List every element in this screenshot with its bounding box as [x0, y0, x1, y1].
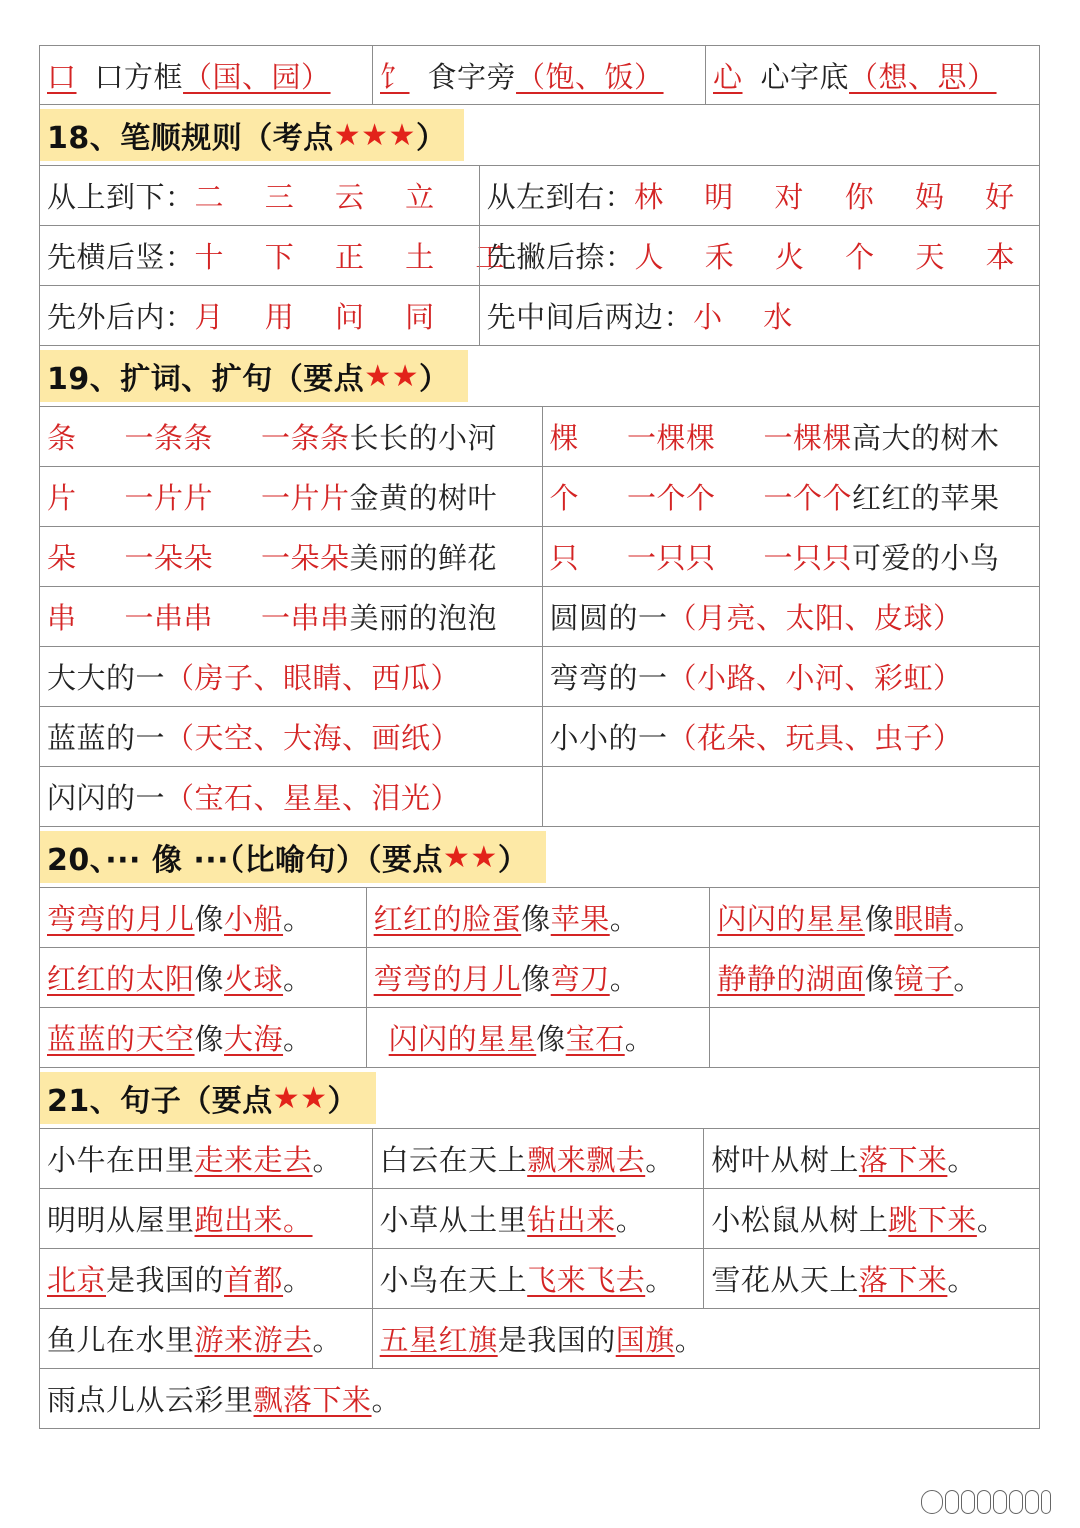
stroke-rule: [479, 286, 1039, 345]
sentence-subject: 雪花从天上: [711, 1263, 859, 1297]
reduplicated-word: 一条条: [124, 421, 214, 455]
stroke-rule: [479, 226, 1039, 285]
simile-row: [39, 1008, 1040, 1068]
sentence-item: [372, 1309, 1039, 1368]
phrase-item: [542, 587, 1040, 646]
heading-close: ）: [419, 362, 450, 397]
phrase-rest: 红红的苹果: [852, 481, 1000, 515]
simile-subject: 弯弯的月儿: [373, 962, 522, 996]
phrase-head: 一个个: [763, 481, 853, 515]
sentence-verb: 走来走去: [194, 1143, 313, 1177]
phrase-rest: 金黄的树叶: [349, 481, 498, 515]
stroke-rule: [40, 166, 479, 225]
sentence-subject: 小牛在田里: [47, 1143, 195, 1177]
expansion-item: [40, 467, 542, 526]
sentence-item: [40, 1189, 372, 1248]
simile-end: 。: [609, 962, 640, 996]
simile-object: 苹果: [550, 902, 610, 936]
phrase-prefix: 小小的一: [549, 721, 668, 755]
phrase-head: 一串串: [261, 601, 350, 635]
sentence-end: 。: [312, 1143, 343, 1177]
simile-like: 像: [864, 902, 895, 936]
rule-label: 从上到下：: [47, 180, 195, 214]
phrase-row: [39, 707, 1040, 767]
sentence-item: [703, 1129, 1039, 1188]
radical-cell: [372, 46, 705, 104]
sentence-row: [39, 1309, 1040, 1369]
rule-chars: 十 下 正 土 工: [194, 240, 521, 274]
simile-subject: 闪闪的星星: [388, 1022, 537, 1056]
simile-subject: 弯弯的月儿: [47, 902, 195, 936]
sentence-subject: 小松鼠从树上: [711, 1203, 889, 1237]
section-21-heading: 21、句子（要点: [47, 1084, 273, 1119]
heading-close: ）: [497, 843, 529, 878]
phrase-item: [40, 647, 542, 706]
sentence-row: [39, 1369, 1040, 1429]
phrase-prefix: 蓝蓝的一: [47, 721, 166, 755]
phrase-answer: （花朵、玩具、虫子）: [667, 721, 963, 755]
radical-examples: （国、园）: [183, 59, 331, 94]
sentence-subject: 鱼儿在水里: [47, 1323, 195, 1357]
simile-item: [709, 888, 1039, 947]
sentence-end: 。: [947, 1263, 977, 1297]
reduplicated-word: 一个个: [627, 481, 716, 515]
phrase-answer: （天空、大海、画纸）: [165, 721, 461, 755]
sentence-item: [372, 1129, 704, 1188]
stroke-rule: [479, 166, 1039, 225]
section-20-title-cell: [40, 827, 1039, 887]
simile-subject: 蓝蓝的天空: [47, 1022, 195, 1056]
section-18-title: [40, 109, 464, 161]
phrase-rest: 可爱的小鸟: [852, 541, 1000, 575]
phrase-answer: （宝石、星星、泪光）: [165, 781, 461, 815]
sentence-row: [39, 1249, 1040, 1309]
sentence-middle: 是我国的: [497, 1323, 616, 1357]
expansion-row: [39, 527, 1040, 587]
phrase-answer: （小路、小河、彩虹）: [667, 661, 963, 695]
simile-end: 。: [283, 1022, 313, 1056]
simile-item: [366, 948, 710, 1007]
empty-cell: [542, 767, 1040, 826]
simile-subject: 闪闪的星星: [717, 902, 865, 936]
section-21-title-cell: [40, 1068, 1039, 1128]
expansion-item: [542, 467, 1040, 526]
expansion-row: [39, 467, 1040, 527]
simile-item: [366, 1008, 710, 1067]
phrase-answer: （月亮、太阳、皮球）: [667, 601, 963, 635]
sentence-item: [703, 1249, 1039, 1308]
rule-label: 先横后竖：: [47, 240, 195, 274]
simile-subject: 红红的太阳: [47, 962, 195, 996]
reduplicated-word: 一棵棵: [627, 421, 716, 455]
measure-word: 棵: [549, 421, 580, 455]
sentence-subject: 小草从土里: [379, 1203, 528, 1237]
sentence-verb: 飘来飘去: [527, 1143, 646, 1177]
simile-item: [366, 888, 710, 947]
rule-label: 先外后内：: [47, 300, 195, 334]
sentence-middle: 是我国的: [106, 1263, 225, 1297]
radical-cell: [40, 46, 372, 104]
phrase-item: [542, 647, 1040, 706]
sentence-object: 首都: [224, 1263, 284, 1297]
rule-chars: 人 禾 火 个 天 本: [634, 240, 1031, 274]
simile-object: 宝石: [565, 1022, 625, 1056]
section-19-title-cell: [40, 346, 1039, 406]
simile-end: 。: [953, 962, 983, 996]
reduplicated-word: 一串串: [124, 601, 214, 635]
sentence-end: 。: [976, 1203, 1007, 1237]
section-18-title-cell: [40, 105, 1039, 165]
sentence-verb: 跑出来。: [194, 1203, 313, 1237]
measure-word: 条: [47, 421, 77, 455]
radical-examples: （饱、饭）: [516, 59, 664, 94]
simile-object: 大海: [224, 1022, 284, 1056]
reduplicated-word: 一片片: [124, 481, 214, 515]
measure-word: 只: [549, 541, 580, 575]
sentence-verb: 落下来: [858, 1143, 948, 1177]
sentence-end: 。: [674, 1323, 705, 1357]
phrase-row: [39, 647, 1040, 707]
section-20-header: [39, 827, 1040, 888]
section-19-title: [40, 350, 468, 402]
simile-like: 像: [536, 1022, 566, 1056]
simile-end: 。: [283, 902, 313, 936]
radicals-row: [39, 45, 1040, 105]
sentence-row: [39, 1129, 1040, 1189]
phrase-head: 一片片: [261, 481, 350, 515]
sentence-verb: 飞来飞去: [527, 1263, 646, 1297]
expansion-item: [40, 527, 542, 586]
sentence-end: 。: [312, 1323, 343, 1357]
sentence-subject: 小鸟在天上: [379, 1263, 528, 1297]
sentence-item: [372, 1189, 704, 1248]
stroke-rule-row: [39, 286, 1040, 346]
radical-examples: （想、思）: [849, 59, 997, 94]
radical-symbol: 心: [713, 59, 743, 94]
empty-cell: [709, 1008, 1039, 1067]
phrase-prefix: 闪闪的一: [47, 781, 166, 815]
stroke-rule-row: [39, 226, 1040, 286]
phrase-head: 一朵朵: [261, 541, 350, 575]
stars-icon: ★★: [364, 358, 420, 394]
section-20-heading: 20、··· 像 ···（比喻句）（要点: [47, 843, 444, 878]
stars-icon: ★★★: [333, 117, 416, 153]
sentence-end: 。: [615, 1203, 646, 1237]
phrase-prefix: 弯弯的一: [549, 661, 668, 695]
sentence-item: [40, 1369, 1039, 1428]
stars-icon: ★★: [443, 839, 498, 875]
sentence-verb: 钻出来: [527, 1203, 616, 1237]
simile-like: 像: [194, 902, 225, 936]
simile-row: [39, 948, 1040, 1008]
sentence-subject: 明明从屋里: [47, 1203, 195, 1237]
sentence-object: 国旗: [615, 1323, 675, 1357]
rule-label: 先撇后捺：: [487, 240, 635, 274]
section-18-heading: 18、笔顺规则（考点: [47, 121, 334, 156]
reduplicated-word: 一朵朵: [124, 541, 214, 575]
phrase-prefix: 大大的一: [47, 661, 166, 695]
section-18-header: [39, 105, 1040, 166]
sentence-verb: 落下来: [858, 1263, 948, 1297]
phrase-rest: 美丽的鲜花: [349, 541, 498, 575]
phrase-head: 一只只: [763, 541, 853, 575]
phrase-head: 一条条: [261, 421, 350, 455]
sentence-subject: 雨点儿从云彩里: [47, 1383, 254, 1417]
simile-end: 。: [609, 902, 640, 936]
stars-icon: ★★: [272, 1080, 328, 1116]
expansion-item: [40, 587, 542, 646]
section-21-header: [39, 1068, 1040, 1129]
simile-item: [40, 888, 366, 947]
simile-object: 弯刀: [550, 962, 610, 996]
heading-close: ）: [327, 1084, 359, 1119]
phrase-answer: （房子、眼睛、西瓜）: [165, 661, 461, 695]
simile-subject: 红红的脸蛋: [373, 902, 522, 936]
phrase-rest: 美丽的泡泡: [349, 601, 498, 635]
measure-word: 串: [47, 601, 77, 635]
stroke-rule: [40, 286, 479, 345]
phrase-prefix: 圆圆的一: [549, 601, 668, 635]
phrase-row: [39, 767, 1040, 827]
sentence-verb: 游来游去: [194, 1323, 313, 1357]
phrase-rest: 长长的小河: [349, 421, 498, 455]
rule-chars: 月 用 问 同: [194, 300, 451, 334]
sentence-verb: 跳下来: [888, 1203, 977, 1237]
simile-row: [39, 888, 1040, 948]
sentence-end: 。: [645, 1263, 675, 1297]
rule-chars: 小 水: [693, 300, 809, 334]
simile-item: [40, 1008, 366, 1067]
measure-word: 朵: [47, 541, 77, 575]
sentence-subject: 树叶从树上: [711, 1143, 859, 1177]
simile-like: 像: [521, 902, 551, 936]
simile-like: 像: [194, 962, 225, 996]
measure-word: 片: [47, 481, 77, 515]
simile-object: 火球: [224, 962, 284, 996]
rule-chars: 林 明 对 你 妈 好: [634, 180, 1031, 214]
sentence-end: 。: [283, 1263, 313, 1297]
radical-name: 心字底: [760, 59, 850, 94]
section-21-title: [40, 1072, 376, 1124]
sentence-item: [40, 1249, 372, 1308]
phrase-item: [40, 707, 542, 766]
simile-like: 像: [194, 1022, 225, 1056]
radical-name: 口方框: [94, 59, 184, 94]
sentence-end: 。: [645, 1143, 675, 1177]
watermark-icon: [915, 1487, 1065, 1517]
radical-symbol: 饣: [380, 59, 410, 94]
sentence-subject: 北京: [47, 1263, 107, 1297]
measure-word: 个: [549, 481, 580, 515]
worksheet: [39, 45, 1040, 1429]
sentence-item: [40, 1129, 372, 1188]
simile-object: 镜子: [894, 962, 954, 996]
section-20-title: [40, 831, 546, 883]
simile-item: [40, 948, 366, 1007]
simile-object: 小船: [224, 902, 284, 936]
expansion-item: [542, 527, 1040, 586]
sentence-row: [39, 1189, 1040, 1249]
expansion-item: [542, 407, 1040, 466]
radical-symbol: 口: [47, 59, 77, 94]
rule-chars: 二 三 云 立: [194, 180, 451, 214]
sentence-end: 。: [947, 1143, 977, 1177]
section-19-heading: 19、扩词、扩句（要点: [47, 362, 365, 397]
simile-end: 。: [624, 1022, 655, 1056]
rule-label: 从左到右：: [486, 180, 635, 214]
sentence-item: [372, 1249, 704, 1308]
expansion-row: [39, 587, 1040, 647]
radical-name: 食字旁: [427, 59, 517, 94]
simile-end: 。: [953, 902, 983, 936]
sentence-end: 。: [371, 1383, 402, 1417]
sentence-item: [703, 1189, 1039, 1248]
expansion-item: [40, 407, 542, 466]
simile-item: [709, 948, 1039, 1007]
phrase-item: [40, 767, 542, 826]
radical-cell: [705, 46, 1039, 104]
stroke-rule-row: [39, 166, 1040, 226]
simile-like: 像: [521, 962, 551, 996]
simile-object: 眼睛: [894, 902, 954, 936]
phrase-item: [542, 707, 1040, 766]
sentence-subject: 白云在天上: [379, 1143, 528, 1177]
simile-end: 。: [283, 962, 313, 996]
sentence-subject: 五星红旗: [379, 1323, 498, 1357]
heading-close: ）: [415, 121, 447, 156]
stroke-rule: [40, 226, 521, 285]
sentence-item: [40, 1309, 372, 1368]
simile-like: 像: [864, 962, 895, 996]
section-19-header: [39, 346, 1040, 407]
reduplicated-word: 一只只: [627, 541, 716, 575]
expansion-row: [39, 407, 1040, 467]
sentence-verb: 飘落下来: [253, 1383, 372, 1417]
phrase-rest: 高大的树木: [852, 421, 1000, 455]
phrase-head: 一棵棵: [763, 421, 853, 455]
rule-label: 先中间后两边：: [486, 300, 694, 334]
simile-subject: 静静的湖面: [717, 962, 865, 996]
